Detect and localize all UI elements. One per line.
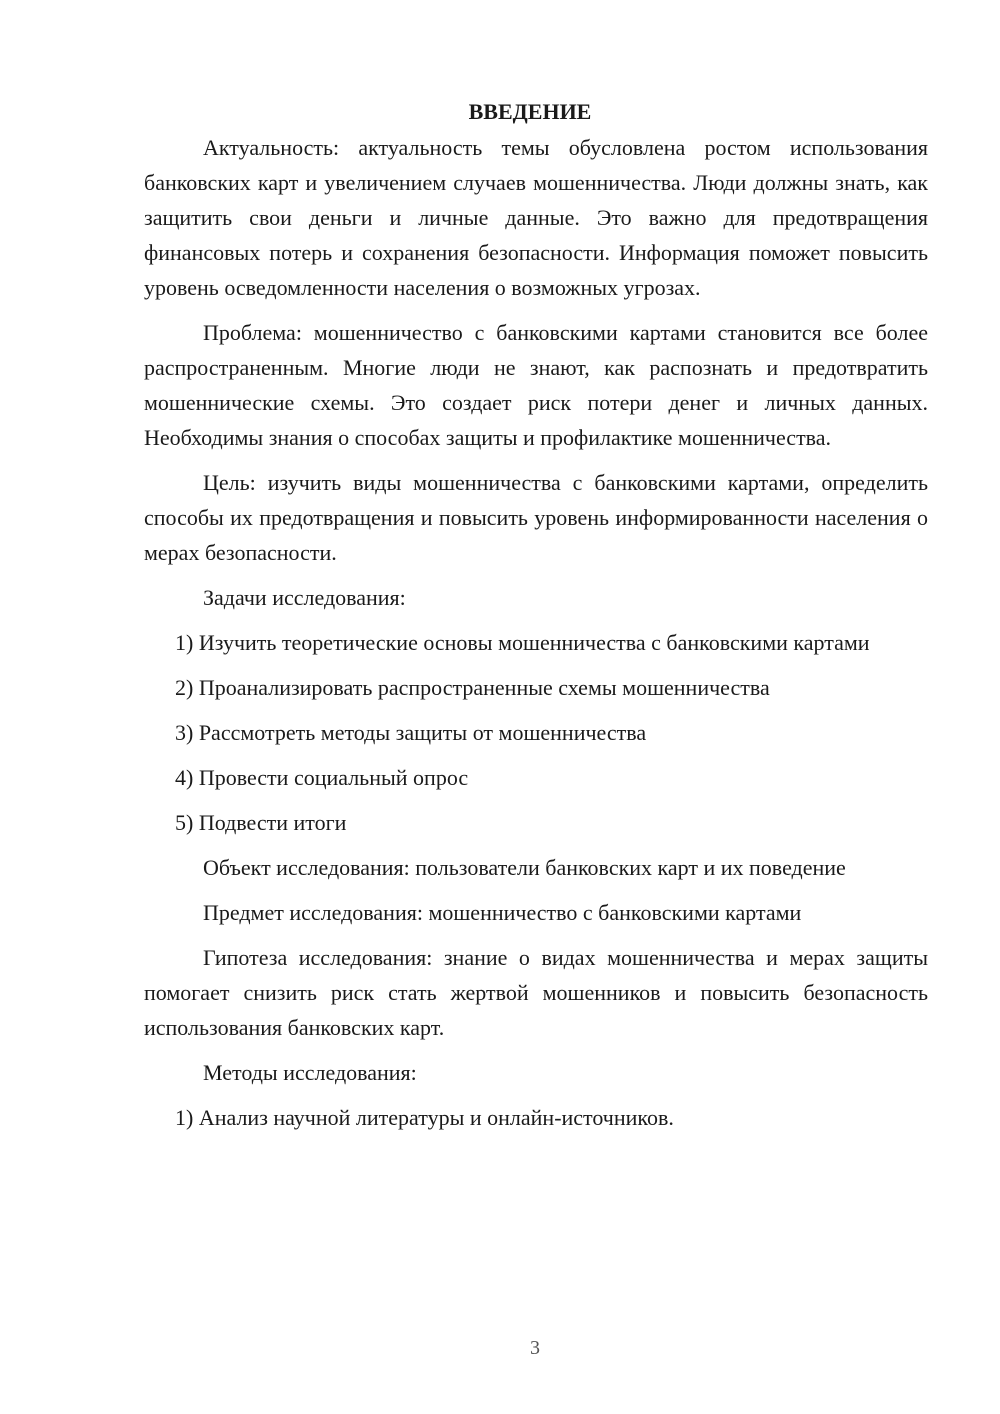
method-item-1: 1) Анализ научной литературы и онлайн-источников. [175, 1105, 674, 1130]
tasks-heading: Задачи исследования: [203, 585, 406, 610]
task-item-3: 3) Рассмотреть методы защиты от мошенничества [175, 720, 647, 745]
paragraph-hypothesis: Гипотеза исследования: знание о видах мошенничества и мерах защиты помогает снизить риск стать жертвой мошенников и повысить безопасность использования банковских карт. [144, 945, 928, 1040]
paragraph-subject: Предмет исследования: мошенничество с банковскими картами [203, 900, 802, 925]
paragraph-goal: Цель: изучить виды мошенничества с банковскими картами, определить способы их предотвращения и повысить уровень информированности населения о мерах безопасности. [144, 470, 928, 565]
task-item-5: 5) Подвести итоги [175, 810, 347, 835]
paragraph-relevance: Актуальность: актуальность темы обусловлена ростом использования банковских карт и увеличением случаев мошенничества. Люди должны знать, как защитить свои деньги и личные данные. Это важно для предотвращения финансовых потерь и сохранения безопасности. Информация поможет повысить уровень осведомленности населения о возможных угрозах. [144, 135, 928, 300]
section-title [144, 94, 928, 130]
task-item-4: 4) Провести социальный опрос [175, 765, 469, 790]
methods-heading: Методы исследования: [203, 1060, 417, 1085]
page-number: 3 [530, 1337, 540, 1359]
paragraph-problem: Проблема: мошенничество с банковскими картами становится все более распространенным. Многие люди не знают, как распознать и предотвратить мошеннические схемы. Это создает риск потери денег и личных данных. Необходимы знания о способах защиты и профилактике мошенничества. [144, 320, 928, 450]
document-page [144, 94, 928, 1135]
task-item-1: 1) Изучить теоретические основы мошенничества с банковскими картами [175, 630, 870, 655]
task-item-2: 2) Проанализировать распространенные схемы мошенничества [175, 675, 770, 700]
paragraph-object: Объект исследования: пользователи банковских карт и их поведение [203, 855, 846, 880]
section-title-text: ВВЕДЕНИЕ [468, 99, 592, 124]
